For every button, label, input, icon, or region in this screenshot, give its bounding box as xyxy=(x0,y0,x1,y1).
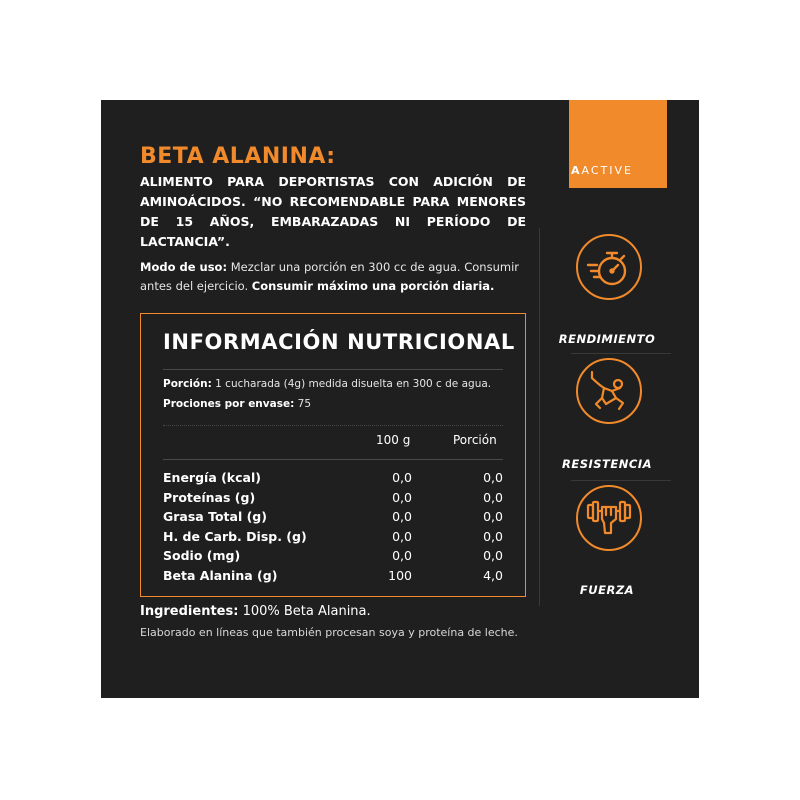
column-header-portion: Porción xyxy=(453,433,497,447)
product-label xyxy=(101,100,699,698)
nutrient-name: Sodio (mg) xyxy=(163,548,241,563)
nutrition-row xyxy=(163,490,503,510)
nutrition-row xyxy=(163,548,503,568)
nutrition-title: INFORMACIÓN NUTRICIONAL xyxy=(163,330,515,354)
serving-label: Porción: xyxy=(163,378,212,390)
benefit-label-strength: FUERZA xyxy=(579,583,635,597)
nutrient-per-portion: 0,0 xyxy=(483,509,503,524)
benefit-divider xyxy=(571,480,671,481)
servings-per-container xyxy=(163,398,311,410)
brand-logo xyxy=(571,164,633,177)
nutrient-per-100g: 0,0 xyxy=(392,470,412,485)
benefit-label-endurance: RESISTENCIA xyxy=(562,457,652,471)
usage-label: Modo de uso: xyxy=(140,260,228,274)
column-divider xyxy=(539,228,540,606)
servings-label: Prociones por envase: xyxy=(163,398,295,410)
nutrient-per-100g: 0,0 xyxy=(392,490,412,505)
usage-instructions xyxy=(140,258,530,296)
nutrient-name: H. de Carb. Disp. (g) xyxy=(163,529,307,544)
product-description: ALIMENTO PARA DEPORTISTAS CON ADICIÓN DE AMINOÁCIDOS. “NO RECOMENDABLE PARA MENORES DE 15 AÑOS, EMBARAZADAS NI PERÍODO DE LACTANCIA”. xyxy=(140,174,526,249)
stopwatch-icon xyxy=(576,234,642,300)
ingredients xyxy=(140,604,371,619)
nutrition-row xyxy=(163,529,503,549)
nutrition-row xyxy=(163,568,503,588)
nutrient-per-100g: 0,0 xyxy=(392,529,412,544)
nutrient-per-100g: 0,0 xyxy=(392,509,412,524)
nutrient-name: Proteínas (g) xyxy=(163,490,256,505)
nutrition-divider xyxy=(163,459,503,460)
dumbbell-fist-icon xyxy=(576,485,642,551)
ingredients-text: 100% Beta Alanina. xyxy=(238,604,371,619)
usage-text: Mezclar una porción en 300 cc de agua. Consumir antes del ejercicio. xyxy=(140,260,519,293)
nutrient-per-100g: 100 xyxy=(388,568,412,583)
serving-value: 1 cucharada (4g) medida disuelta en 300 c de agua. xyxy=(211,378,492,390)
ingredients-label: Ingredientes: xyxy=(140,604,239,619)
nutrient-per-portion: 0,0 xyxy=(483,548,503,563)
nutrition-divider xyxy=(163,369,503,370)
nutrition-facts-box xyxy=(140,313,526,597)
nutrition-row xyxy=(163,470,503,490)
serving-size xyxy=(163,378,491,390)
nutrient-name: Grasa Total (g) xyxy=(163,509,267,524)
nutrition-row xyxy=(163,509,503,529)
allergen-note: Elaborado en líneas que también procesan soya y proteína de leche. xyxy=(140,626,518,639)
nutrient-per-100g: 0,0 xyxy=(392,548,412,563)
brand-mark-icon: A xyxy=(571,164,580,177)
nutrient-per-portion: 0,0 xyxy=(483,529,503,544)
nutrient-name: Beta Alanina (g) xyxy=(163,568,278,583)
product-title: BETA ALANINA: xyxy=(140,144,336,169)
column-header-100g: 100 g xyxy=(376,433,411,447)
brand-name: ACTIVE xyxy=(581,164,633,177)
nutrition-divider xyxy=(163,425,503,427)
nutrient-per-portion: 0,0 xyxy=(483,470,503,485)
servings-value: 75 xyxy=(294,398,311,410)
nutrient-per-portion: 0,0 xyxy=(483,490,503,505)
nutrient-name: Energía (kcal) xyxy=(163,470,261,485)
benefit-divider xyxy=(571,353,671,354)
benefit-label-performance: RENDIMIENTO xyxy=(558,332,656,346)
climber-icon xyxy=(576,358,642,424)
nutrient-per-portion: 4,0 xyxy=(483,568,503,583)
usage-emphasis: Consumir máximo una porción diaria. xyxy=(251,279,495,293)
